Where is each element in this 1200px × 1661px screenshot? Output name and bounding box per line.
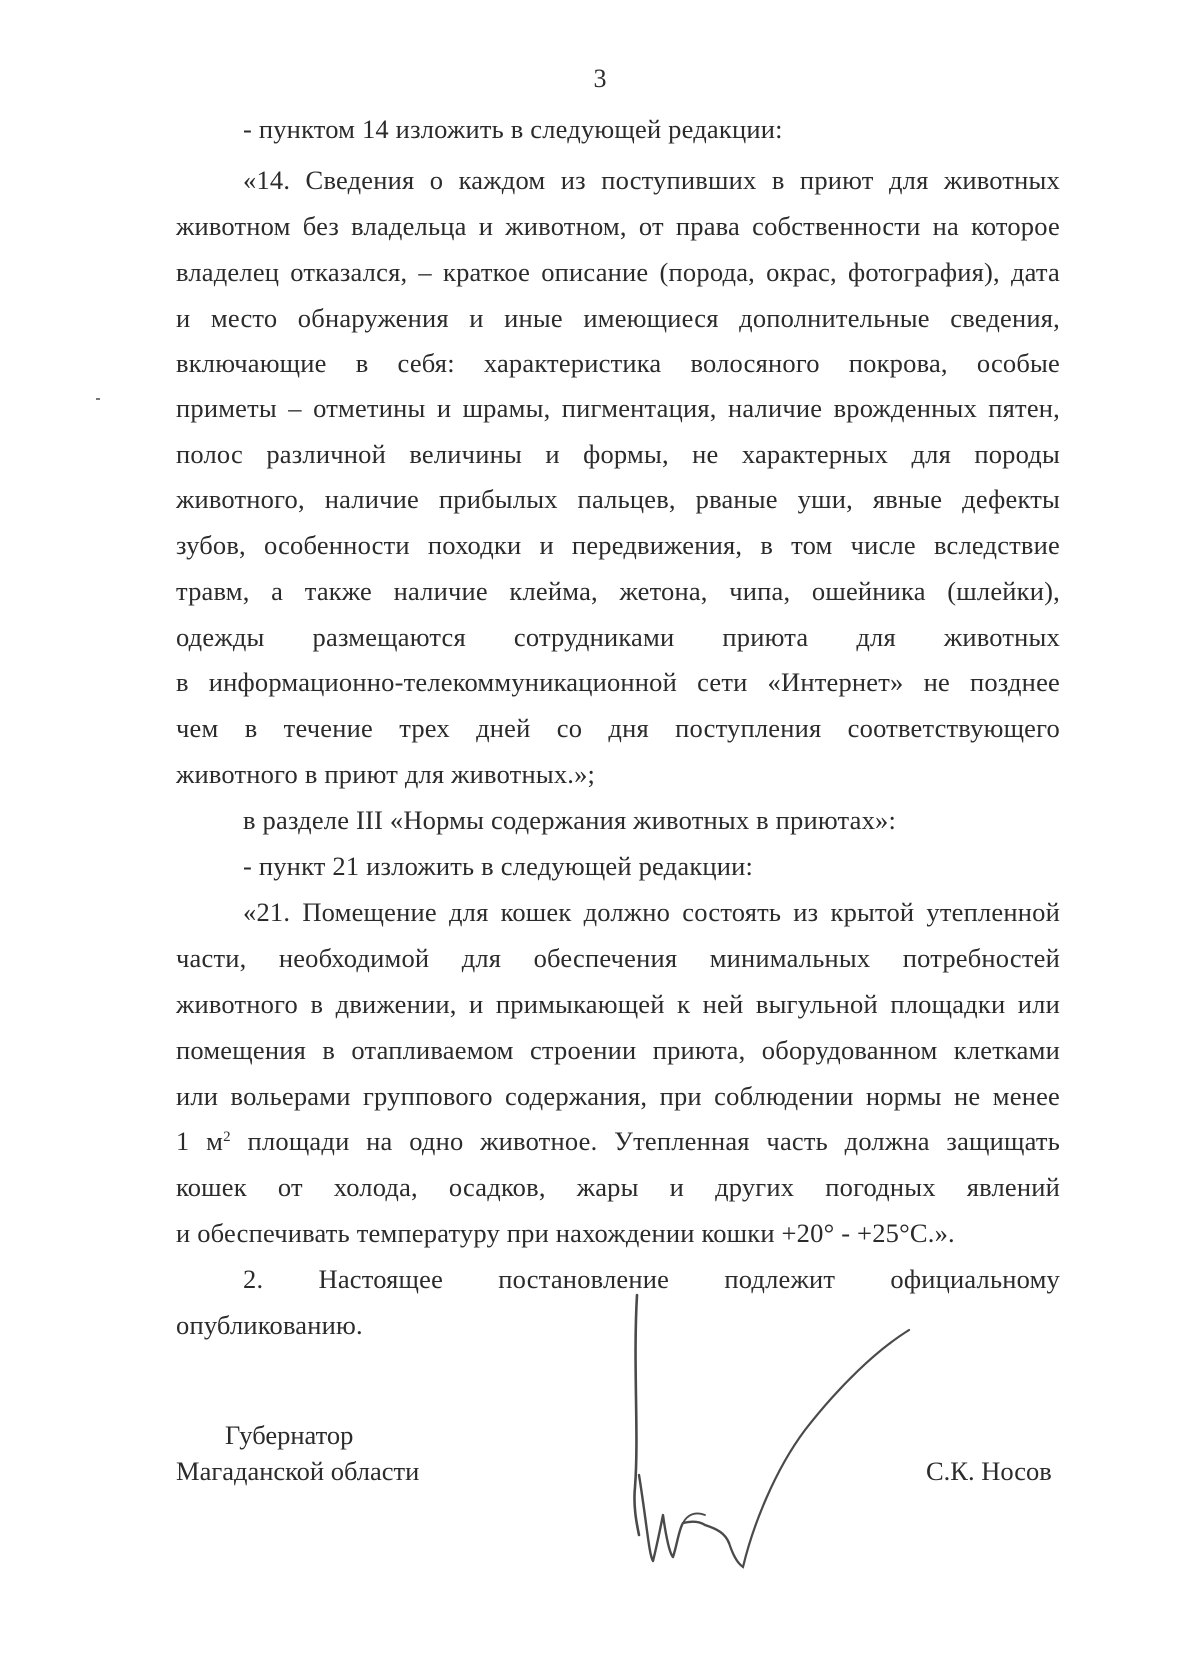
- text-line: травм, а также наличие клейма, жетона, чипа, ошейника (шлейки),: [176, 576, 1060, 606]
- text-line: «21. Помещение для кошек должно состоять из крытой утепленной: [243, 897, 1060, 927]
- text-line: приметы – отметины и шрамы, пигментация, наличие врожденных пятен,: [176, 393, 1060, 423]
- text-line: и место обнаружения и иные имеющиеся дополнительные сведения,: [176, 303, 1060, 333]
- text-line: полос различной величины и формы, не характерных для породы: [176, 439, 1060, 469]
- text-line: опубликованию.: [176, 1310, 363, 1340]
- text-line: [176, 1124, 1060, 1158]
- text-line: 2. Настоящее постановление подлежит официальному: [243, 1264, 1060, 1294]
- signatory-name: С.К. Носов: [926, 1456, 1052, 1486]
- text-line: включающие в себя: характеристика волосяного покрова, особые: [176, 348, 1060, 378]
- superscript: 2: [223, 1129, 231, 1145]
- text-line: чем в течение трех дней со дня поступления соответствующего: [176, 713, 1060, 743]
- text-line: - пункт 21 изложить в следующей редакции:: [243, 851, 754, 881]
- text-line: кошек от холода, осадков, жары и других погодных явлений: [176, 1172, 1060, 1202]
- text-line: - пунктом 14 изложить в следующей редакции:: [243, 114, 783, 144]
- text-line: зубов, особенности походки и передвижения, в том числе вследствие: [176, 530, 1060, 560]
- text-line: и обеспечивать температуру при нахождении кошки +20° - +25°С.».: [176, 1218, 955, 1248]
- text-line: одежды размещаются сотрудниками приюта для животных: [176, 622, 1060, 652]
- text-fragment: площади на одно животное. Утепленная часть должна защищать: [230, 1126, 1060, 1156]
- text-line: или вольерами группового содержания, при соблюдении нормы не менее: [176, 1081, 1060, 1111]
- signatory-position-line2: Магаданской области: [176, 1456, 420, 1486]
- text-line: в информационно-телекоммуникационной сети «Интернет» не позднее: [176, 667, 1060, 697]
- text-line: «14. Сведения о каждом из поступивших в приют для животных: [243, 165, 1060, 195]
- text-line: части, необходимой для обеспечения минимальных потребностей: [176, 943, 1060, 973]
- scan-mark: [96, 398, 100, 400]
- text-line: животного в приют для животных.»;: [176, 759, 596, 789]
- text-line: в разделе III «Нормы содержания животных в приютах»:: [243, 805, 897, 835]
- text-line: помещения в отапливаемом строении приюта, оборудованном клетками: [176, 1035, 1060, 1065]
- page-number: 3: [593, 64, 607, 93]
- text-line: животного в движении, и примыкающей к ней выгульной площадки или: [176, 989, 1060, 1019]
- signatory-position-line1: Губернатор: [225, 1420, 354, 1450]
- text-line: владелец отказался, – краткое описание (порода, окрас, фотография), дата: [176, 257, 1060, 287]
- text-line: животного, наличие прибылых пальцев, рваные уши, явные дефекты: [176, 484, 1060, 514]
- handwritten-signature: [625, 1225, 915, 1575]
- text-fragment: 1 м: [176, 1126, 224, 1156]
- text-line: животном без владельца и животном, от права собственности на которое: [176, 211, 1060, 241]
